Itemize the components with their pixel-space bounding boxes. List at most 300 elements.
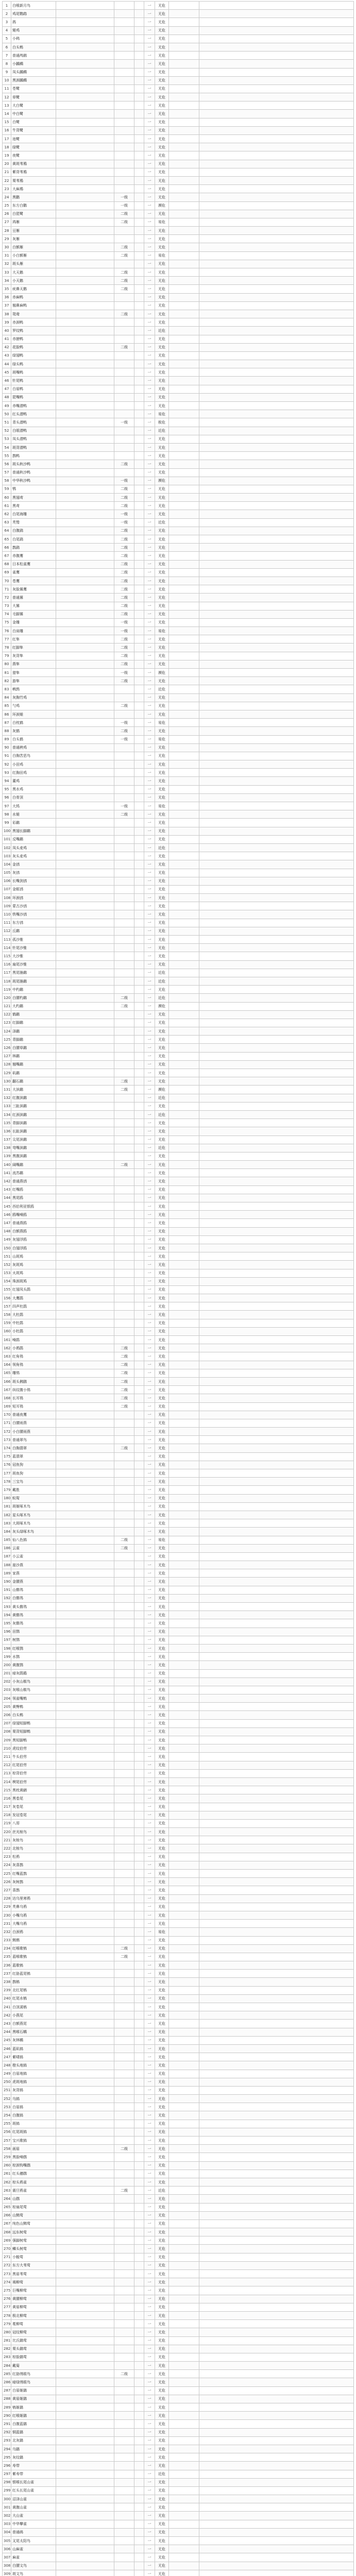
record-flag: 一 (144, 2570, 155, 2576)
protection-level (114, 1152, 134, 1160)
note-cell (169, 594, 199, 602)
latin-name (56, 2219, 114, 2228)
table-row (3, 660, 354, 668)
protection-level (114, 2070, 134, 2078)
note-cell (169, 2328, 199, 2336)
note-cell (169, 2170, 199, 2178)
protection-level (114, 1202, 134, 1211)
protection-level (114, 43, 134, 51)
protection-level: 一级 (114, 802, 134, 810)
marker-cell (134, 1044, 144, 1052)
chinese-name: 白腰杓鹬 (11, 994, 56, 1002)
marker-cell (134, 527, 144, 535)
empty-cell (199, 285, 354, 293)
protection-level (114, 986, 134, 994)
row-number: 200 (3, 1661, 11, 1669)
marker-cell (134, 435, 144, 443)
table-row (3, 1586, 354, 1594)
latin-name (56, 2428, 114, 2436)
marker-cell (134, 1369, 144, 1377)
marker-cell (134, 1194, 144, 1202)
protection-level (114, 1036, 134, 1044)
chinese-name: 火斑鸠 (11, 1269, 56, 1277)
note-cell (169, 1944, 199, 1953)
marker-cell (134, 869, 144, 877)
status-cell: 无危 (155, 1161, 169, 1169)
row-number: 128 (3, 1060, 11, 1069)
status-cell: 无危 (155, 2412, 169, 2420)
table-row (3, 1836, 354, 1844)
latin-name (56, 710, 114, 718)
chinese-name: 强脚树莺 (11, 2236, 56, 2245)
row-number: 154 (3, 1277, 11, 1285)
latin-name (56, 2362, 114, 2370)
note-cell (169, 2044, 199, 2053)
empty-cell (199, 1419, 354, 1427)
protection-level (114, 2044, 134, 2053)
note-cell (169, 927, 199, 935)
marker-cell (134, 1494, 144, 1502)
protection-level (114, 1294, 134, 1302)
record-flag: 一 (144, 318, 155, 327)
protection-level (114, 1777, 134, 1786)
row-number: 51 (3, 418, 11, 427)
note-cell (169, 1478, 199, 1486)
table-row (3, 10, 354, 18)
record-flag: 一 (144, 1878, 155, 1886)
empty-cell (199, 1669, 354, 1677)
protection-level (114, 327, 134, 335)
empty-cell (199, 2545, 354, 2553)
record-flag: 一 (144, 952, 155, 960)
record-flag: 一 (144, 2253, 155, 2261)
record-flag: 一 (144, 602, 155, 610)
marker-cell (134, 2512, 144, 2520)
empty-cell (199, 936, 354, 944)
marker-cell (134, 1077, 144, 1086)
table-row (3, 1886, 354, 1894)
status-cell: 无危 (155, 1102, 169, 1110)
chinese-name: 丝光椋鸟 (11, 1828, 56, 1836)
record-flag: 一 (144, 2378, 155, 2386)
marker-cell (134, 2178, 144, 2186)
marker-cell (134, 477, 144, 485)
row-number: 157 (3, 1302, 11, 1311)
status-cell: 无危 (155, 1853, 169, 1861)
status-cell: 无危 (155, 952, 169, 960)
note-cell (169, 1653, 199, 1661)
row-number: 98 (3, 810, 11, 819)
note-cell (169, 1561, 199, 1569)
note-cell (169, 1277, 199, 1285)
status-cell: 无危 (155, 1219, 169, 1227)
row-number: 120 (3, 994, 11, 1002)
status-cell: 无危 (155, 2378, 169, 2386)
protection-level (114, 1986, 134, 1994)
empty-cell (199, 2078, 354, 2086)
record-flag: 一 (144, 1769, 155, 1777)
status-cell: 无危 (155, 2320, 169, 2328)
marker-cell (134, 1169, 144, 1177)
note-cell (169, 360, 199, 368)
row-number: 193 (3, 1603, 11, 1611)
empty-cell (199, 986, 354, 994)
row-number: 212 (3, 1761, 11, 1769)
empty-cell (199, 902, 354, 910)
table-row (3, 235, 354, 243)
note-cell (169, 1419, 199, 1427)
note-cell (169, 368, 199, 377)
table-row (3, 960, 354, 969)
protection-level (114, 260, 134, 268)
marker-cell (134, 1994, 144, 2003)
empty-cell (199, 1077, 354, 1086)
row-number: 5 (3, 35, 11, 43)
record-flag: 一 (144, 735, 155, 743)
protection-level (114, 452, 134, 460)
row-number: 227 (3, 1886, 11, 1894)
protection-level (114, 1978, 134, 1986)
protection-level (114, 2520, 134, 2528)
note-cell (169, 1252, 199, 1261)
record-flag: 一 (144, 777, 155, 785)
status-cell: 无危 (155, 852, 169, 860)
latin-name (56, 1336, 114, 1344)
row-number: 192 (3, 1594, 11, 1602)
protection-level (114, 2570, 134, 2576)
table-row (3, 118, 354, 126)
protection-level (114, 1219, 134, 1227)
marker-cell (134, 494, 144, 502)
marker-cell (134, 2219, 144, 2228)
protection-level: 一级 (114, 477, 134, 485)
row-number: 42 (3, 343, 11, 351)
chinese-name: 普通秋沙鸭 (11, 468, 56, 477)
empty-cell (199, 1436, 354, 1444)
chinese-name: 黄臀鹎 (11, 1703, 56, 1711)
status-cell: 无危 (155, 110, 169, 118)
marker-cell (134, 2044, 144, 2053)
note-cell (169, 2478, 199, 2486)
marker-cell (134, 1461, 144, 1469)
note-cell (169, 1911, 199, 1919)
record-flag: 一 (144, 1019, 155, 1027)
status-cell: 无危 (155, 2153, 169, 2161)
chinese-name: 鹗 (11, 485, 56, 493)
latin-name (56, 1261, 114, 1269)
note-cell (169, 1302, 199, 1311)
table-row (3, 602, 354, 610)
chinese-name: 花脸鸭 (11, 343, 56, 351)
row-number: 70 (3, 577, 11, 585)
chinese-name: 阔嘴鹬 (11, 1161, 56, 1169)
row-number: 82 (3, 677, 11, 685)
status-cell: 无危 (155, 76, 169, 84)
marker-cell (134, 1386, 144, 1394)
row-number: 18 (3, 143, 11, 151)
status-cell: 无危 (155, 1044, 169, 1052)
row-number: 41 (3, 335, 11, 343)
status-cell: 无危 (155, 1461, 169, 1469)
marker-cell (134, 518, 144, 527)
table-row (3, 1319, 354, 1327)
table-row (3, 1169, 354, 1177)
row-number: 194 (3, 1611, 11, 1619)
chinese-name: 红腹滨鹬 (11, 1094, 56, 1102)
note-cell (169, 835, 199, 843)
note-cell (169, 427, 199, 435)
note-cell (169, 760, 199, 769)
row-number: 22 (3, 176, 11, 184)
row-number: 32 (3, 260, 11, 268)
latin-name (56, 2353, 114, 2361)
record-flag: 一 (144, 1744, 155, 1753)
marker-cell (134, 460, 144, 468)
protection-level (114, 360, 134, 368)
protection-level: 二级 (114, 268, 134, 277)
protection-level (114, 1052, 134, 1060)
empty-cell (199, 410, 354, 418)
status-cell: 无危 (155, 2078, 169, 2086)
note-cell (169, 385, 199, 393)
chinese-name: 大白鹭 (11, 101, 56, 110)
record-flag: 一 (144, 2420, 155, 2428)
row-number: 127 (3, 1052, 11, 1060)
row-number: 108 (3, 894, 11, 902)
record-flag: 一 (144, 793, 155, 802)
table-row (3, 1936, 354, 1944)
status-cell: 无危 (155, 1861, 169, 1869)
note-cell (169, 2020, 199, 2028)
note-cell (169, 777, 199, 785)
protection-level (114, 118, 134, 126)
chinese-name: 黄斑苇鳽 (11, 160, 56, 168)
marker-cell (134, 1344, 144, 1352)
marker-cell (134, 2261, 144, 2269)
status-cell: 近危 (155, 1110, 169, 1118)
marker-cell (134, 260, 144, 268)
table-row (3, 176, 354, 184)
protection-level (114, 1811, 134, 1819)
empty-cell (199, 2562, 354, 2570)
empty-cell (199, 1786, 354, 1794)
chinese-name: 小蝗莺 (11, 2253, 56, 2261)
status-cell: 无危 (155, 1703, 169, 1711)
latin-name (56, 1161, 114, 1169)
table-row (3, 185, 354, 193)
row-number: 110 (3, 910, 11, 919)
table-row (3, 1060, 354, 1069)
row-number: 280 (3, 2328, 11, 2336)
empty-cell (199, 1878, 354, 1886)
protection-level (114, 1836, 134, 1844)
latin-name (56, 1211, 114, 1219)
latin-name (56, 1711, 114, 1719)
record-flag: 一 (144, 1511, 155, 1519)
marker-cell (134, 76, 144, 84)
latin-name (56, 243, 114, 251)
chinese-name: 棕扇尾莺 (11, 2203, 56, 2211)
row-number: 298 (3, 2478, 11, 2486)
table-row (3, 2153, 354, 2161)
status-cell: 无危 (155, 193, 169, 201)
row-number: 270 (3, 2245, 11, 2253)
protection-level (114, 2295, 134, 2303)
row-number: 47 (3, 385, 11, 393)
marker-cell (134, 2537, 144, 2545)
record-flag: 一 (144, 2470, 155, 2478)
status-cell: 无危 (155, 2362, 169, 2370)
record-flag: 一 (144, 2120, 155, 2128)
marker-cell (134, 1928, 144, 1936)
status-cell: 无危 (155, 84, 169, 93)
status-cell: 无危 (155, 2311, 169, 2319)
status-cell: 无危 (155, 385, 169, 393)
note-cell (169, 210, 199, 218)
protection-level (114, 1428, 134, 1436)
table-row (3, 2011, 354, 2020)
latin-name (56, 135, 114, 143)
marker-cell (134, 1294, 144, 1302)
note-cell (169, 1878, 199, 1886)
record-flag: 一 (144, 1219, 155, 1227)
empty-cell (199, 2353, 354, 2361)
record-flag: 一 (144, 719, 155, 727)
marker-cell (134, 84, 144, 93)
chinese-name: 铜蓝鹟 (11, 2428, 56, 2436)
status-cell: 无危 (155, 1920, 169, 1928)
status-cell: 无危 (155, 335, 169, 343)
latin-name (56, 1894, 114, 1903)
chinese-name: 鸲姬鹟 (11, 2403, 56, 2412)
empty-cell (199, 2286, 354, 2295)
record-flag: 一 (144, 2003, 155, 2011)
row-number: 229 (3, 1903, 11, 1911)
latin-name (56, 777, 114, 785)
chinese-name: 山斑鸠 (11, 1252, 56, 1261)
marker-cell (134, 677, 144, 685)
marker-cell (134, 2053, 144, 2061)
latin-name (56, 2103, 114, 2111)
protection-level (114, 1302, 134, 1311)
table-row (3, 2453, 354, 2462)
row-number: 12 (3, 93, 11, 101)
chinese-name: 黑喉石䳭 (11, 2028, 56, 2036)
status-cell: 无危 (155, 1578, 169, 1586)
empty-cell (199, 343, 354, 351)
note-cell (169, 2086, 199, 2094)
status-cell: 无危 (155, 2178, 169, 2186)
record-flag: 一 (144, 1994, 155, 2003)
record-flag: 一 (144, 1803, 155, 1811)
note-cell (169, 2278, 199, 2286)
protection-level (114, 1569, 134, 1578)
note-cell (169, 2178, 199, 2186)
status-cell: 无危 (155, 752, 169, 760)
table-row (3, 310, 354, 318)
protection-level (114, 2103, 134, 2111)
row-number: 299 (3, 2486, 11, 2495)
latin-name (56, 218, 114, 226)
note-cell (169, 185, 199, 193)
note-cell (169, 2320, 199, 2328)
record-flag: 一 (144, 310, 155, 318)
row-number: 203 (3, 1686, 11, 1694)
chinese-name: 灰卷尾 (11, 1803, 56, 1811)
latin-name (56, 1219, 114, 1227)
chinese-name: 鸳鸯 (11, 310, 56, 318)
row-number: 67 (3, 552, 11, 560)
empty-cell (199, 452, 354, 460)
row-number: 180 (3, 1494, 11, 1502)
status-cell: 无危 (155, 2070, 169, 2078)
latin-name (56, 568, 114, 577)
empty-cell (199, 1853, 354, 1861)
empty-cell (199, 1336, 354, 1344)
marker-cell (134, 1769, 144, 1777)
latin-name (56, 2028, 114, 2036)
row-number: 220 (3, 1828, 11, 1836)
protection-level (114, 2445, 134, 2453)
latin-name (56, 1803, 114, 1811)
chinese-name: 黑短脚鹎 (11, 1736, 56, 1744)
protection-level (114, 1628, 134, 1636)
latin-name (56, 2345, 114, 2353)
marker-cell (134, 1352, 144, 1361)
row-number: 19 (3, 151, 11, 160)
protection-level (114, 2245, 134, 2253)
record-flag: 一 (144, 1911, 155, 1919)
record-flag: 一 (144, 1669, 155, 1677)
note-cell (169, 1019, 199, 1027)
record-flag: 一 (144, 1944, 155, 1953)
marker-cell (134, 1452, 144, 1461)
chinese-name: 黄腹鹨 (11, 1661, 56, 1669)
row-number: 303 (3, 2520, 11, 2528)
row-number: 7 (3, 52, 11, 60)
record-flag: 一 (144, 743, 155, 752)
marker-cell (134, 210, 144, 218)
latin-name (56, 1269, 114, 1277)
note-cell (169, 2303, 199, 2311)
row-number: 16 (3, 126, 11, 134)
note-cell (169, 60, 199, 68)
status-cell: 无危 (155, 118, 169, 126)
empty-cell (199, 1161, 354, 1169)
record-flag: 一 (144, 1319, 155, 1327)
protection-level (114, 743, 134, 752)
note-cell (169, 710, 199, 718)
table-row (3, 1861, 354, 1869)
empty-cell (199, 1185, 354, 1194)
note-cell (169, 1777, 199, 1786)
empty-cell (199, 218, 354, 226)
table-row (3, 518, 354, 527)
note-cell (169, 1144, 199, 1152)
status-cell: 无危 (155, 2553, 169, 2562)
record-flag: 一 (144, 894, 155, 902)
marker-cell (134, 293, 144, 301)
chinese-name: 蚁䴕 (11, 1494, 56, 1502)
record-flag: 一 (144, 1694, 155, 1703)
status-cell: 近危 (155, 2187, 169, 2195)
note-cell (169, 894, 199, 902)
row-number: 198 (3, 1644, 11, 1652)
latin-name (56, 1861, 114, 1869)
note-cell (169, 1069, 199, 1077)
record-flag: 一 (144, 2036, 155, 2044)
chinese-name: 红嘴蓝鹊 (11, 1870, 56, 1878)
